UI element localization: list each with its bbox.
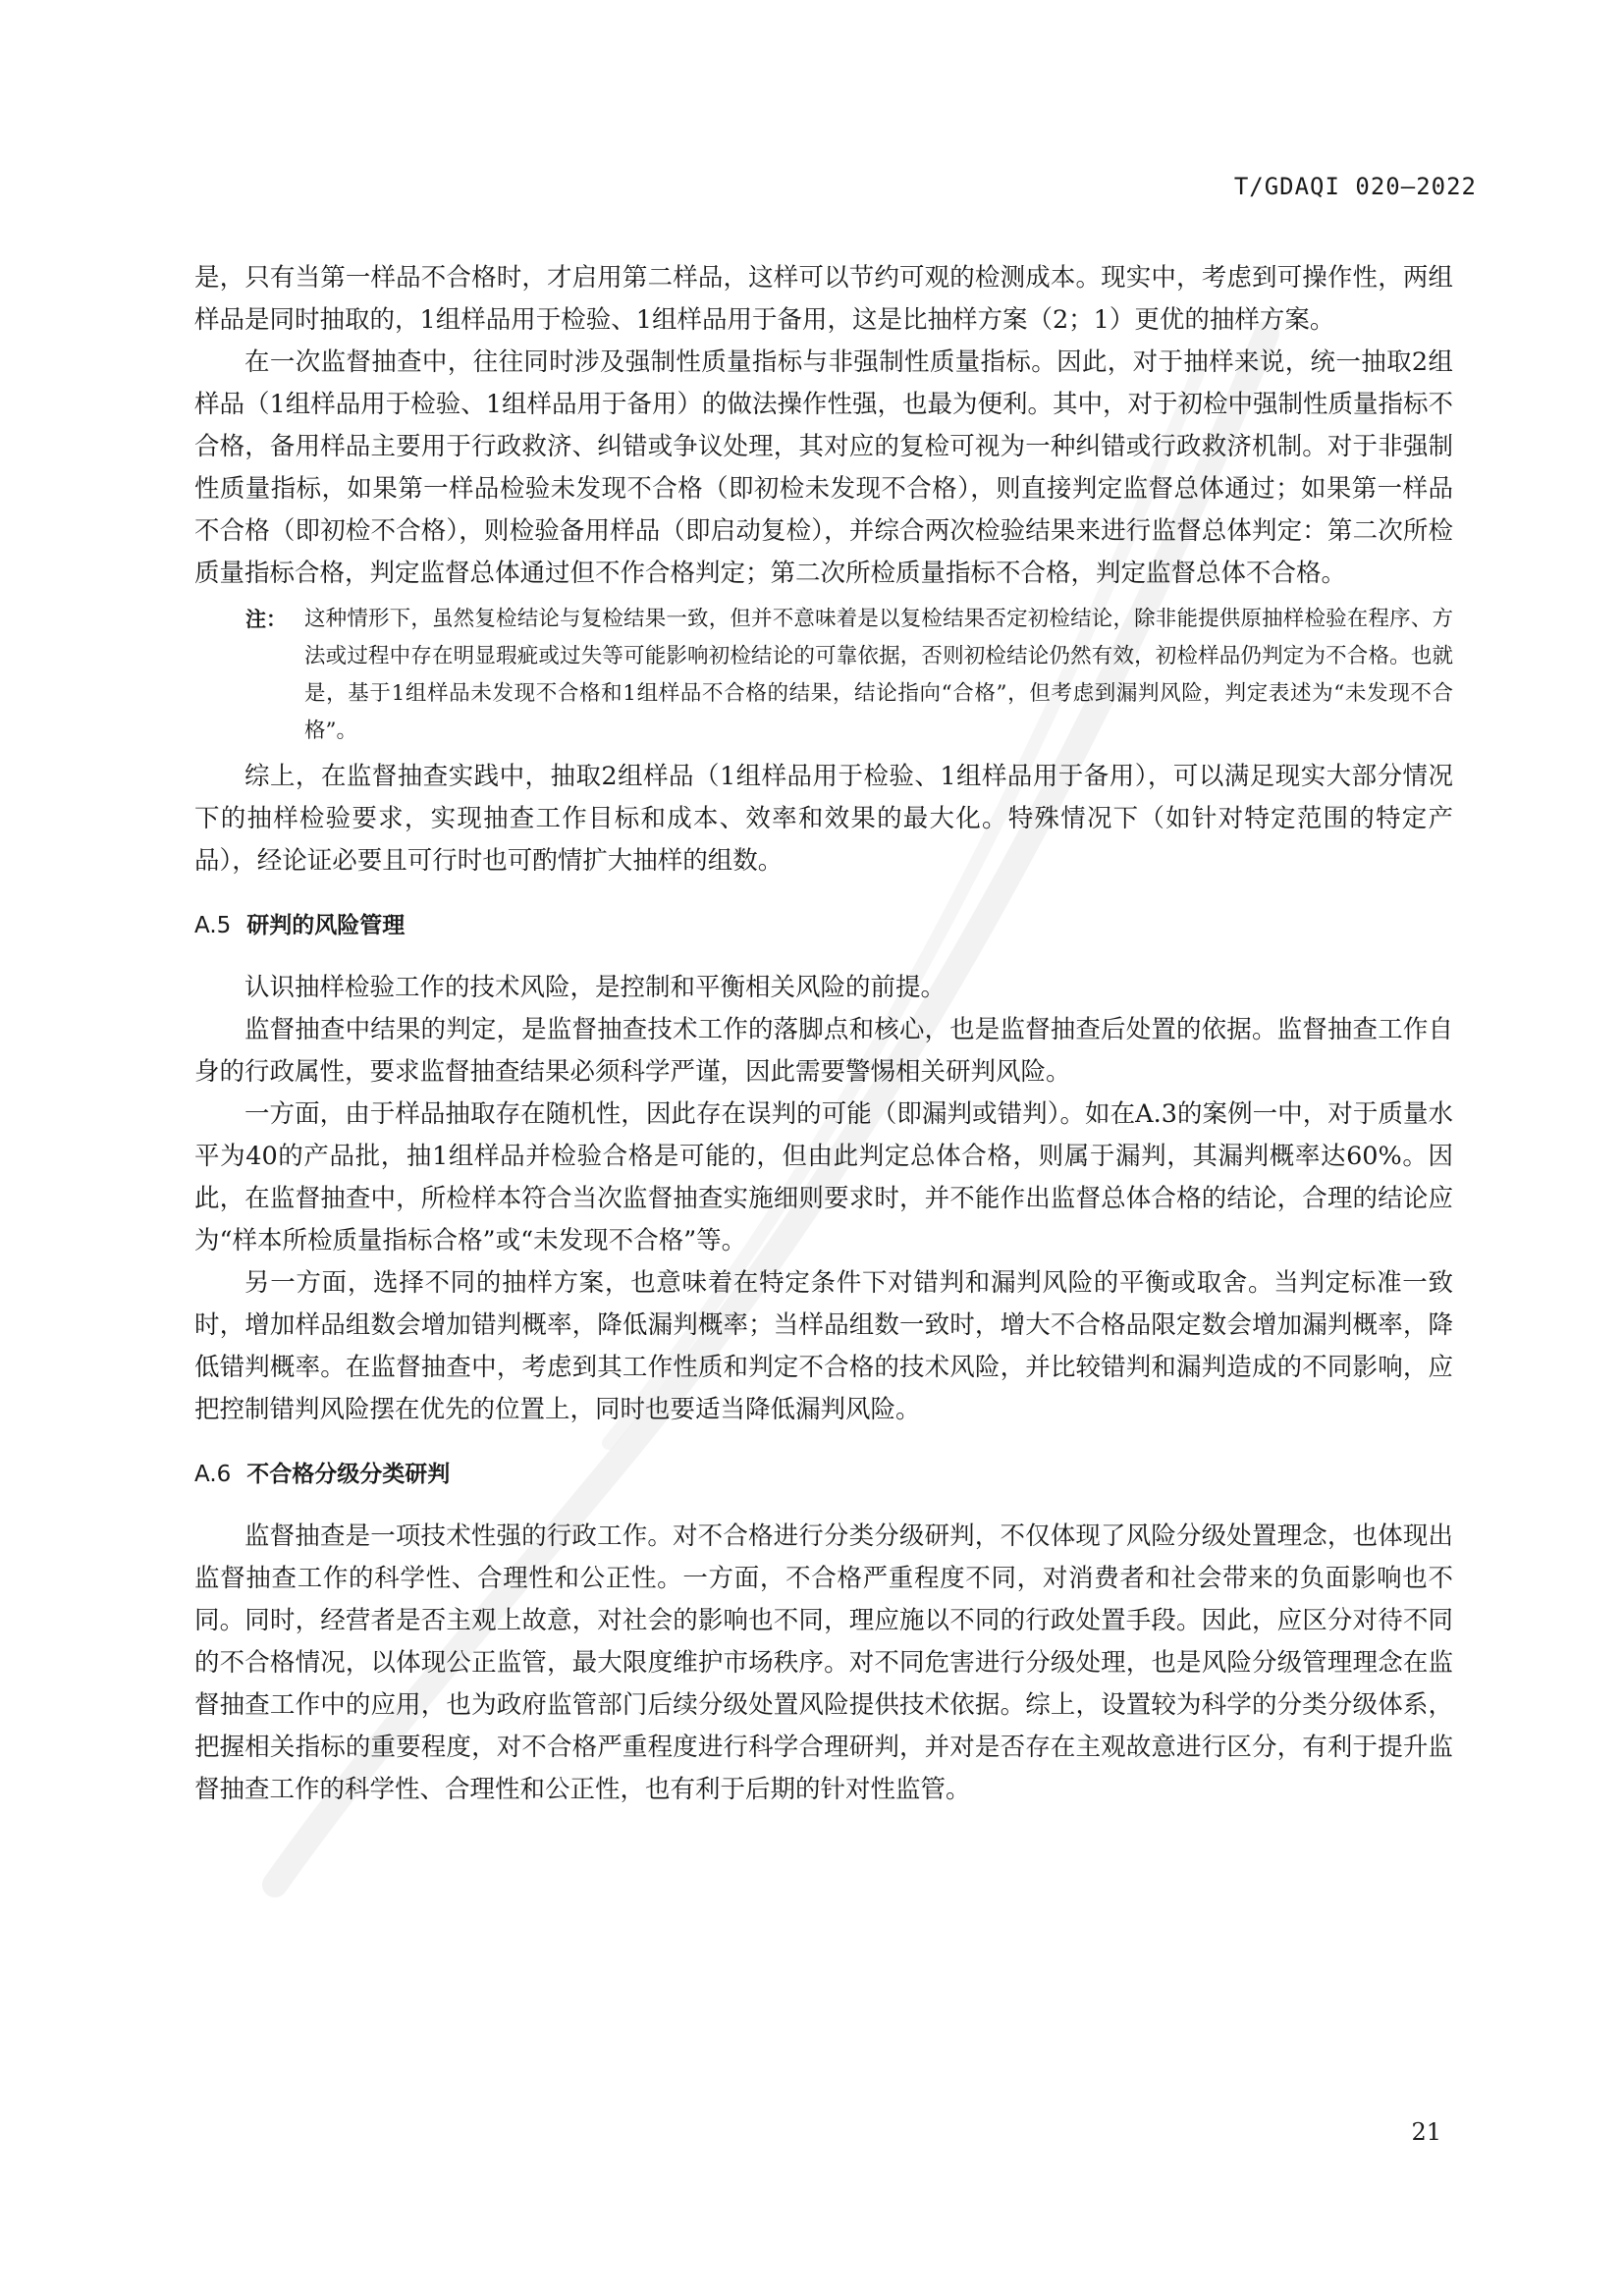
section-heading-a5 [194, 906, 1453, 945]
section-heading-a6 [194, 1455, 1453, 1494]
document-body [194, 257, 1453, 1811]
paragraph: 在一次监督抽查中，往往同时涉及强制性质量指标与非强制性质量指标。因此，对于抽样来说，统一抽取2组样品（1组样品用于检验、1组样品用于备用）的做法操作性强，也最为便利。其中，对于初检中强制性质量指标不合格，备用样品主要用于行政救济、纠错或争议处理，其对应的复检可视为一种纠错或行政救济机制。对于非强制性质量指标，如果第一样品检验未发现不合格（即初检未发现不合格），则直接判定监督总体通过；如果第一样品不合格（即初检不合格），则检验备用样品（即启动复检），并综合两次检验结果来进行监督总体判定：第二次所检质量指标合格，判定监督总体通过但不作合格判定；第二次所检质量指标不合格，判定监督总体不合格。 [194, 347, 1453, 588]
paragraph: 另一方面，选择不同的抽样方案，也意味着在特定条件下对错判和漏判风险的平衡或取舍。当判定标准一致时，增加样品组数会增加错判概率，降低漏判概率；当样品组数一致时，增大不合格品限定数会增加漏判概率，降低错判概率。在监督抽查中，考虑到其工作性质和判定不合格的技术风险，并比较错判和漏判造成的不同影响，应把控制错判风险摆在优先的位置上，同时也要适当降低漏判风险。 [194, 1268, 1453, 1424]
section-title: 研判的风险管理 [246, 913, 406, 938]
note-block [194, 601, 1453, 750]
note-label: 注： [245, 608, 287, 631]
note-text: 这种情形下，虽然复检结论与复检结果一致，但并不意味着是以复检结果否定初检结论，除非能提供原抽样检验在程序、方法或过程中存在明显瑕疵或过失等可能影响初检结论的可靠依据，否则初检结论仍然有效，初检样品仍判定为不合格。也就是，基于1组样品未发现不合格和1组样品不合格的结果，结论指向“合格”，但考虑到漏判风险，判定表述为“未发现不合格”。 [304, 607, 1453, 743]
section-number: A.6 [194, 1462, 232, 1487]
paragraph: 综上，在监督抽查实践中，抽取2组样品（1组样品用于检验、1组样品用于备用），可以满足现实大部分情况下的抽样检验要求，实现抽查工作目标和成本、效率和效果的最大化。特殊情况下（如针对特定范围的特定产品），经论证必要且可行时也可酌情扩大抽样的组数。 [194, 762, 1453, 876]
page-number: 21 [1411, 2118, 1441, 2146]
paragraph: 监督抽查是一项技术性强的行政工作。对不合格进行分类分级研判，不仅体现了风险分级处置理念，也体现出监督抽查工作的科学性、合理性和公正性。一方面，不合格严重程度不同，对消费者和社会带来的负面影响也不同。同时，经营者是否主观上故意，对社会的影响也不同，理应施以不同的行政处置手段。因此，应区分对待不同的不合格情况，以体现公正监管，最大限度维护市场秩序。对不同危害进行分级处理，也是风险分级管理理念在监督抽查工作中的应用，也为政府监管部门后续分级处置风险提供技术依据。综上，设置较为科学的分类分级体系，把握相关指标的重要程度，对不合格严重程度进行科学合理研判，并对是否存在主观故意进行区分，有利于提升监督抽查工作的科学性、合理性和公正性，也有利于后期的针对性监管。 [194, 1522, 1453, 1804]
section-title: 不合格分级分类研判 [246, 1462, 451, 1487]
standard-code: T/GDAQI 020—2022 [1233, 173, 1477, 200]
paragraph: 是，只有当第一样品不合格时，才启用第二样品，这样可以节约可观的检测成本。现实中，考虑到可操作性，两组样品是同时抽取的，1组样品用于检验、1组样品用于备用，这是比抽样方案（2；1）更优的抽样方案。 [194, 263, 1453, 335]
section-number: A.5 [194, 913, 232, 938]
paragraph: 认识抽样检验工作的技术风险，是控制和平衡相关风险的前提。 [244, 973, 947, 1002]
paragraph: 一方面，由于样品抽取存在随机性，因此存在误判的可能（即漏判或错判）。如在A.3的案例一中，对于质量水平为40的产品批，抽1组样品并检验合格是可能的，但由此判定总体合格，则属于漏判，其漏判概率达60%。因此，在监督抽查中，所检样本符合当次监督抽查实施细则要求时，并不能作出监督总体合格的结论，合理的结论应为“样本所检质量指标合格”或“未发现不合格”等。 [194, 1099, 1453, 1255]
paragraph: 监督抽查中结果的判定，是监督抽查技术工作的落脚点和核心，也是监督抽查后处置的依据。监督抽查工作自身的行政属性，要求监督抽查结果必须科学严谨，因此需要警惕相关研判风险。 [194, 1015, 1453, 1087]
